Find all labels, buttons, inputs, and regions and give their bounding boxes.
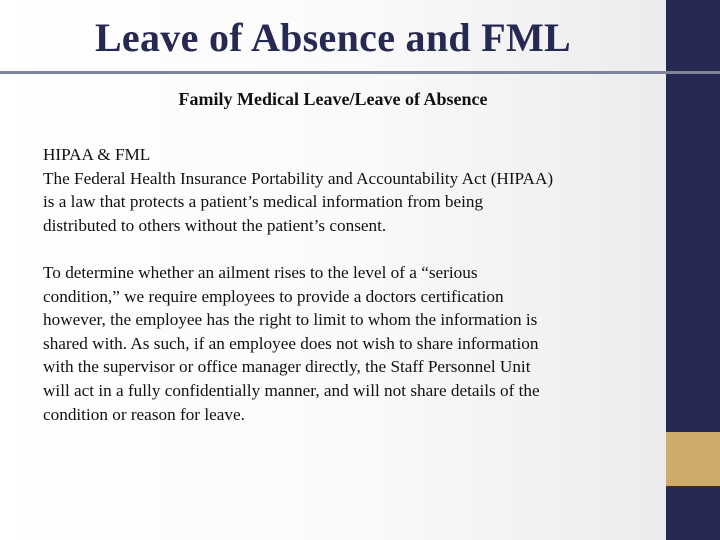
slide-subtitle: Family Medical Leave/Leave of Absence bbox=[178, 89, 488, 109]
paragraph-hipaa: The Federal Health Insurance Portability and Accountability Act (HIPAA) is a law that protects a patient’s medical information from being distributed to others without the patient’s consent. bbox=[43, 168, 554, 235]
decorative-gold-band bbox=[666, 432, 720, 488]
slide-body bbox=[43, 143, 663, 450]
paragraph-confidentiality: To determine whether an ailment rises to the level of a “serious condition,” we require employees to provide a doctors certification however, the employee has the right to limit to whom the information is shared with. As such, if an employee does not wish to share information with the supervisor or office manager directly, the Staff Personnel Unit will act in a fully confidentially manner, and will not share details of the condition or reason for leave. bbox=[43, 262, 540, 424]
title-divider bbox=[0, 71, 720, 74]
slide-title: Leave of Absence and FML bbox=[94, 15, 572, 60]
section-heading: HIPAA & FML bbox=[43, 145, 151, 164]
